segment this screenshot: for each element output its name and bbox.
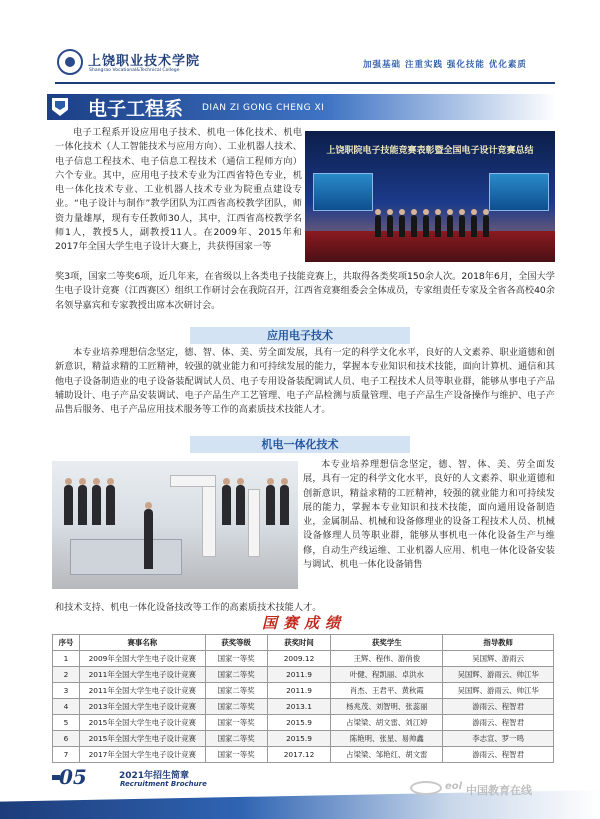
photo-person [92,485,101,525]
cell-advisors: 吴国辉、游雨云、帅江华 [443,683,554,699]
col-header-level: 获奖等级 [205,635,267,651]
col-header-advisors: 指导教师 [443,635,554,651]
cell-level: 国家二等奖 [205,731,267,747]
cell-index: 6 [53,731,80,747]
robot-arm-link [170,475,216,487]
photo-banner-text: 上饶职院电子技能竞赛表彰暨全国电子设计竞赛总结 [326,146,534,156]
cell-date: 2017.12 [267,747,331,763]
cell-index: 5 [53,715,80,731]
cell-level: 国家一等奖 [205,651,267,667]
photo-person [222,485,231,525]
photo-person [64,485,73,525]
stage-floor [305,231,555,262]
watermark-text: 中国教育在线 [466,784,532,797]
cell-advisors: 吴国辉、游雨云 [443,651,554,667]
school-logo-icon [57,49,83,75]
table-row [53,747,554,763]
cell-date: 2015.9 [267,715,331,731]
photo-person [483,215,489,237]
cell-students: 王辉、程伟、游俏俊 [331,651,443,667]
intro-paragraph: 电子工程系开设应用电子技术、机电一体化技术、机电一体化技术（人工智能技术与应用方向）、工业机器人技术、电子信息工程技术、电子信息工程技术（通信工程师方向）六个专业。其中，应用电子技术专业为江西省特色专业，机电一体化技术专业、工业机器人技术专业为院重点建设专业。“电子设计与制作”教学团队为江西省高校教学团队，师资力量雄厚，现有专任教师30人，其中，江西省高校教学名师1人，教授5人，副教授11人。在2009年、2015年和2017年全国大学生电子设计大赛上，共获得国家一等 [55,127,302,253]
awards-table [52,634,554,763]
table-row [53,683,554,699]
cell-students: 占梁梁、邹艳红、胡文雷 [331,747,443,763]
cell-event: 2017年全国大学生电子设计竞赛 [79,747,205,763]
cell-index: 4 [53,699,80,715]
col-header-index: 序号 [53,635,80,651]
robot-arm-base [202,475,216,557]
photo-person [399,215,405,237]
school-slogan: 加强基础 注重实践 强化技能 优化素质 [363,60,527,70]
section-heading-mechatronics: 机电一体化技术 [190,436,410,453]
cell-index: 1 [53,651,80,667]
brochure-title-cn: 2021年招生简章 [119,771,190,781]
department-pinyin: DIAN ZI GONG CHENG XI [202,103,325,113]
cell-advisors: 游雨云、程智君 [443,699,554,715]
school-name-en: Shangrao Vocational&Technical College [89,68,180,73]
brochure-title-en: Recruitment Brochure [120,780,207,788]
cell-students: 占梁梁、胡文雷、刘江婷 [331,715,443,731]
photo-person [266,485,275,525]
department-title: 电子工程系 [88,98,184,120]
cell-event: 2009年全国大学生电子设计竞赛 [79,651,205,667]
mechatronics-paragraph: 本专业培养理想信念坚定，德、智、体、美、劳全面发展，具有一定的科学文化水平，良好的人文素养、职业道德和创新意识，精益求精的工匠精神，较强的就业能力和可持续发展的能力，掌握本专业知识和技术技能，面向通用设备制造业，金属制品、机械和设备修理业的设备工程技术人员、机械设备修理人员等职业群，能够从事机电一体化设备生产与维修，自动生产线运维、工业机器人应用、机电一体化设备安装与调试、机电一体化设备销售 [303,459,555,571]
watermark-logo-icon [410,781,442,795]
table-row [53,715,554,731]
stage-screen-right [489,173,549,211]
stage-screen-left [313,173,373,211]
table-row [53,651,554,667]
table-header-row [53,635,554,651]
photo-person [423,215,429,237]
cell-level: 国家一等奖 [205,715,267,731]
cell-date: 2011.9 [267,667,331,683]
photo-person [280,485,289,525]
cell-students: 陈艳明、张星、易帅鑫 [331,731,443,747]
photo-person [471,215,477,237]
cell-event: 2011年全国大学生电子设计竞赛 [79,683,205,699]
cell-level: 国家二等奖 [205,683,267,699]
cell-date: 2011.9 [267,683,331,699]
page-number: 05 [59,765,87,789]
photo-person [236,485,245,525]
cell-students: 肖杰、王君平、黄秋霞 [331,683,443,699]
table-row [53,731,554,747]
col-header-students: 获奖学生 [331,635,443,651]
table-row [53,699,554,715]
awards-title: 国赛成绩 [262,614,347,632]
photo-person [78,485,87,525]
cell-event: 2013年全国大学生电子设计竞赛 [79,699,205,715]
section-heading-applied-electronics: 应用电子技术 [190,327,410,344]
photo-person [411,215,417,237]
cell-event: 2015年全国大学生电子设计竞赛 [79,715,205,731]
cell-advisors: 吴国辉、游雨云、帅江华 [443,667,554,683]
col-header-event: 赛事名称 [79,635,205,651]
photo-person [435,215,441,237]
cell-students: 叶健、程凯丽、卓洪水 [331,667,443,683]
watermark-logo-text: eol [445,781,463,792]
cell-date: 2013.1 [267,699,331,715]
col-header-date: 获奖时间 [267,635,331,651]
award-ceremony-photo [305,131,555,262]
cell-advisors: 游雨云、程智君 [443,747,554,763]
cell-index: 3 [53,683,80,699]
photo-person [144,509,153,569]
cell-level: 国家一等奖 [205,747,267,763]
intro-paragraph-continued: 奖3项，国家二等奖6项，近几年来，在省级以上各类电子技能竞赛上，共取得各类奖项150余人次。2018年6月，全国大学生电子设计竞赛（江西赛区）组织工作研讨会在我院召开，江西省竞赛组委会全体成员，专家组责任专家及全省各高校40余名领导嘉宾和专家教授出席本次研讨会。 [55,271,555,311]
cell-date: 2009.12 [267,651,331,667]
header-divider [55,82,555,84]
photo-person [387,215,393,237]
photo-person [447,215,453,237]
cell-index: 2 [53,667,80,683]
cell-date: 2015.9 [267,731,331,747]
cell-level: 国家二等奖 [205,667,267,683]
cell-event: 2011年全国大学生电子设计竞赛 [79,667,205,683]
cell-event: 2015年全国大学生电子设计竞赛 [79,731,205,747]
applied-electronics-paragraph: 本专业培养理想信念坚定，德、智、体、美、劳全面发展，具有一定的科学文化水平，良好的人文素养、职业道德和创新意识，精益求精的工匠精神，较强的就业能力和可持续发展的能力，掌握本专业知识和技术技能，面向计算机、通信和其他电子设备制造业的电子设备装配调试人员、电子专用设备装配调试人员、电子工程技术人员等职业群，能够从事电子产品辅助设计、电子产品安装调试、电子产品生产工艺管理、电子产品检测与质量管理、电子产品生产设备操作与维护、电子产品售后服务、电子产品应用技术服务等工作的高素质技术技能人才。 [55,347,555,416]
photo-person [459,215,465,237]
cell-index: 7 [53,747,80,763]
lab-workbench [70,539,182,575]
cell-level: 国家二等奖 [205,699,267,715]
robot-lab-photo [52,461,298,589]
mechatronics-paragraph-continued: 和技术支持、机电一体化设备技改等工作的高素质技术技能人才。 [55,602,322,613]
school-name-cn: 上饶职业技术学院 [88,54,201,69]
cell-advisors: 李志宣、罗一鸣 [443,731,554,747]
table-row [53,667,554,683]
cell-students: 杨兆茂、刘智明、张蕊丽 [331,699,443,715]
robot-arm-base [248,489,260,557]
photo-person [106,485,115,525]
cell-advisors: 游雨云、程智君 [443,715,554,731]
photo-person [375,215,381,237]
